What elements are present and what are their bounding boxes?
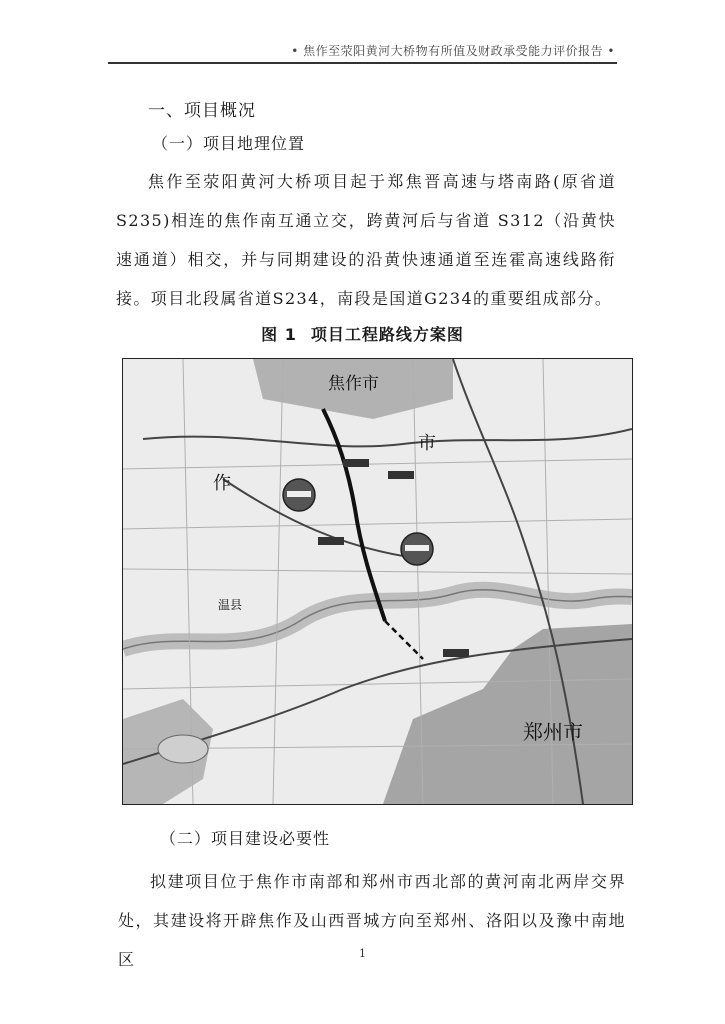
route-map: [122, 358, 633, 805]
junction-label-box: [388, 471, 414, 479]
section-title: 一、项目概况: [148, 101, 256, 121]
junction-label-box: [318, 537, 344, 545]
figure-label: 图 1: [261, 325, 297, 344]
junction-label-box: [443, 649, 469, 657]
page-number: 1: [359, 947, 366, 960]
reservoir: [158, 735, 208, 763]
subsection-title-necessity: （二）项目建设必要性: [160, 829, 331, 848]
route-map-graphic: [123, 359, 632, 804]
paragraph-necessity: 拟建项目位于焦作市南部和郑州市西北部的黄河南北两岸交界处，其建设将开辟焦作及山西晋城方向至郑州、洛阳以及豫中南地区: [118, 872, 626, 969]
label-zuo: 作: [213, 473, 231, 494]
figure-caption: [0, 322, 725, 345]
paragraph-location: [116, 162, 616, 318]
label-jiaozuo: 焦作市: [328, 374, 379, 394]
subsection-title-location: （一）项目地理位置: [152, 134, 306, 153]
figure-title: 项目工程路线方案图: [310, 325, 464, 344]
label-shi: 市: [418, 433, 436, 454]
running-header: • 焦作至荥阳黄河大桥物有所值及财政承受能力评价报告 •: [291, 44, 615, 58]
header-rule: [108, 62, 617, 64]
paragraph-location-text: 焦作至荥阳黄河大桥项目起于郑焦晋高速与塔南路(原省道S235)相连的焦作南互通立交，跨黄河后与省道 S312（沿黄快速通道）相交，并与同期建设的沿黄快速通道至连霍高速线路衔接。项目北段属省道S234，南段是国道G234的重要组成部分。: [116, 172, 616, 308]
bridge-marker-north: [283, 479, 315, 511]
label-zhengzhou: 郑州市: [523, 720, 583, 744]
junction-label-box: [343, 459, 369, 467]
bridge-marker-south: [401, 533, 433, 565]
label-wenxian: 温县: [218, 598, 243, 612]
